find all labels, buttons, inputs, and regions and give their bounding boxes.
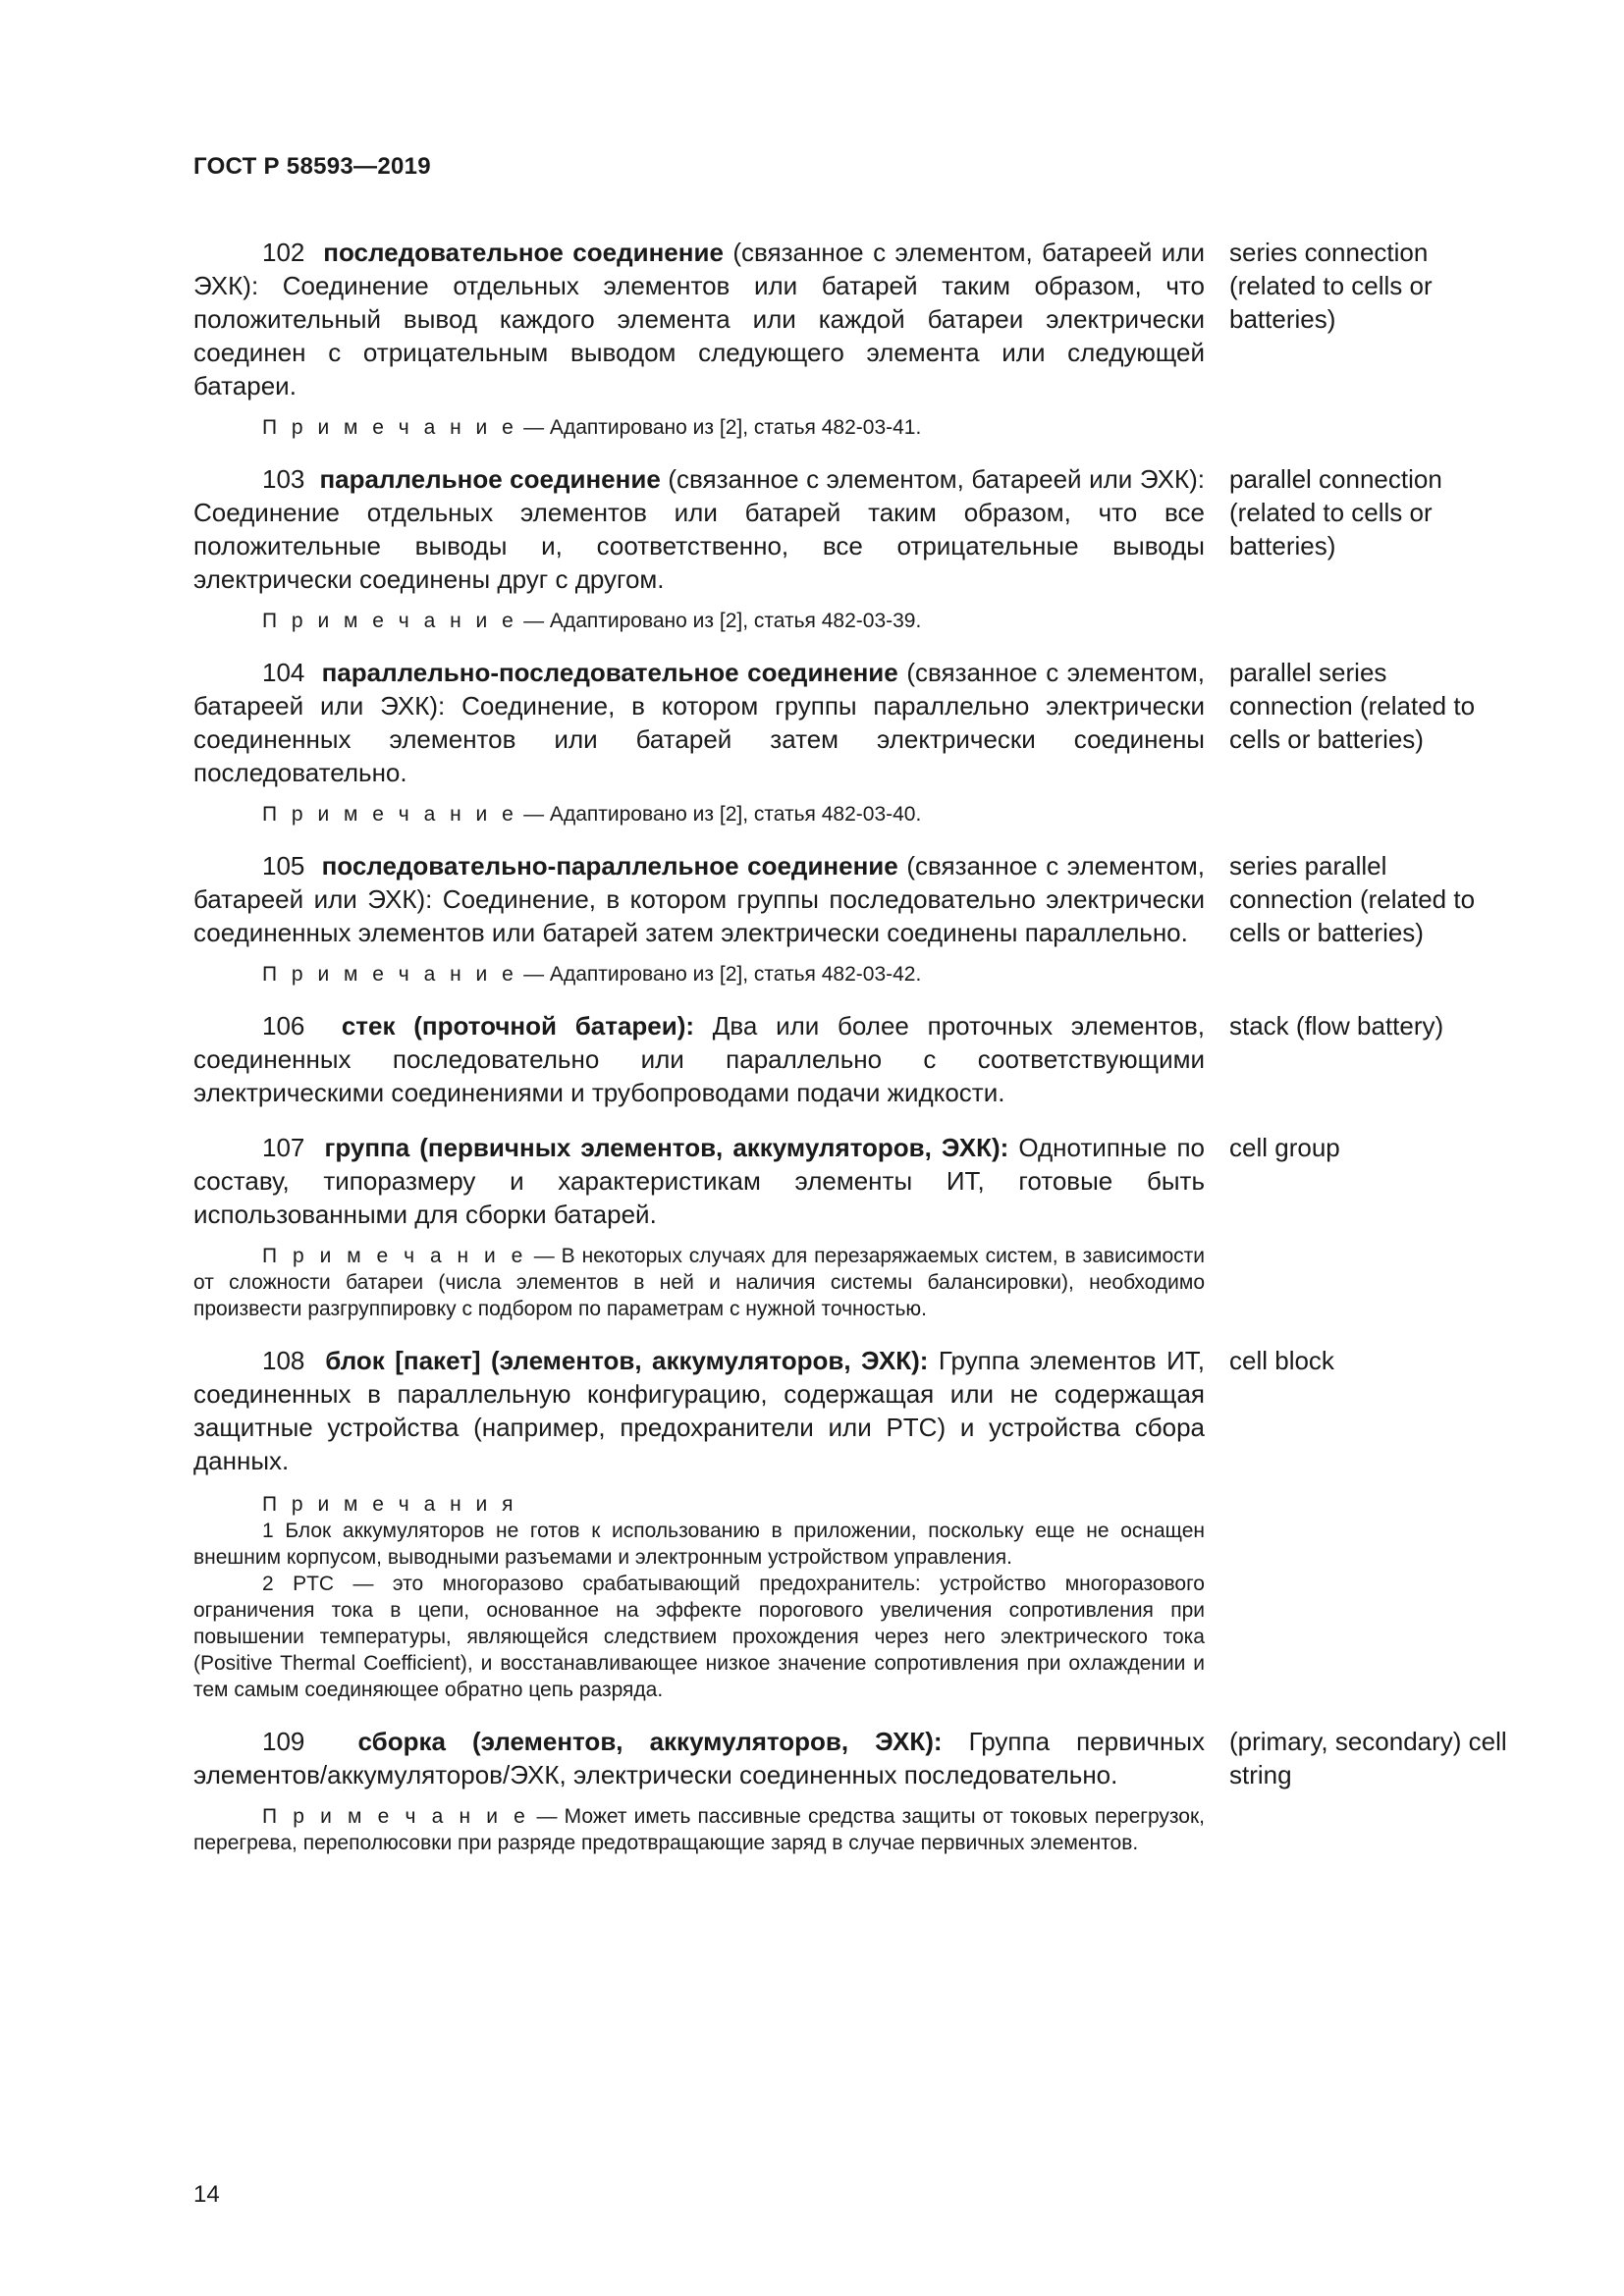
note (193, 1243, 1205, 1322)
term-name: параллельное соединение (319, 464, 661, 494)
term-number: 104 (262, 658, 305, 687)
notes-heading: П р и м е ч а н и я (262, 1493, 517, 1516)
term-definition (193, 656, 1205, 789)
definition-text: Два или более проточных элементов, соединенных последовательно или параллельно с соответствующими электрическими соединениями и трубопроводами подачи жидкости. (193, 1011, 1205, 1107)
term-number: 102 (262, 238, 305, 267)
term-entry-109 (193, 1725, 1509, 1856)
definition-text: (связанное с элементом, батареей или ЭХК): Соединение, в котором группы параллельно электрически соединенных элементов или батарей затем электрически соединены последовательно. (193, 658, 1206, 787)
definition-text: (связанное с элементом, батареей или ЭХК): Соединение, в котором группы последовательно электрически соединенных элементов или батарей затем электрически соединены параллельно. (193, 851, 1206, 947)
definition-text: Однотипные по составу, типоразмеру и характеристикам элементы ИТ, готовые быть использованными для сборки батарей. (193, 1133, 1205, 1229)
english-equivalent: parallel connection (related to cells or batteries) (1229, 464, 1442, 561)
term-name: последовательно-параллельное соединение (321, 851, 898, 881)
note-item: 2 PTC — это многоразово срабатывающий предохранитель: устройство многоразового ограничения тока в цепи, основанное на эффекте порогового увеличения сопротивления при повышении температуры, являющейся следствием прохождения через него электрического тока (Positive Thermal Coefficient), и восстанавливающее низкое значение сопротивления при охлаждении и тем самым соединяющее обратно цепь разряда. (193, 1573, 1205, 1701)
note-text: — Может иметь пассивные средства защиты от токовых перегрузок, перегрева, переполюсовки при разряде предотвращающие заряд в случае первичных элементов. (193, 1805, 1205, 1854)
english-equivalent: stack (flow battery) (1229, 1011, 1444, 1041)
term-number: 107 (262, 1133, 305, 1162)
term-entry-104 (193, 656, 1509, 828)
term-name: параллельно-последовательное соединение (321, 658, 898, 687)
term-name: группа (первичных элементов, аккумуляторов, ЭХК): (324, 1133, 1009, 1162)
term-definition (193, 1725, 1205, 1791)
term-number: 109 (262, 1727, 305, 1756)
term-entry-108 (193, 1344, 1509, 1703)
term-name: последовательное соединение (323, 238, 724, 267)
term-entry-105 (193, 849, 1509, 988)
english-equivalent: series parallel connection (related to cells or batteries) (1229, 851, 1476, 947)
term-definition (193, 849, 1205, 949)
note (193, 1803, 1205, 1856)
term-name: стек (проточной батареи): (341, 1011, 695, 1041)
term-definition (193, 1344, 1205, 1477)
note-label: П р и м е ч а н и е (262, 1805, 530, 1828)
term-number: 105 (262, 851, 305, 881)
english-equivalent: (primary, secondary) cell string (1229, 1727, 1507, 1789)
english-equivalent: parallel series connection (related to cells or batteries) (1229, 658, 1476, 754)
definition-text: (связанное с элементом, батареей или ЭХК): Соединение отдельных элементов или батарей таким образом, что все положительные выводы и, соответственно, все отрицательные выводы электрически соединены друг с другом. (193, 464, 1205, 594)
note (193, 801, 1205, 828)
term-entry-106 (193, 1009, 1509, 1109)
note-label: П р и м е ч а н и е (262, 963, 518, 986)
term-entry-102 (193, 236, 1509, 441)
note-label: П р и м е ч а н и е (262, 1245, 527, 1267)
note-label: П р и м е ч а н и е (262, 416, 518, 439)
document-id: ГОСТ Р 58593—2019 (193, 153, 431, 180)
term-number: 103 (262, 464, 305, 494)
note-label: П р и м е ч а н и е (262, 803, 518, 826)
note-label: П р и м е ч а н и е (262, 610, 518, 632)
english-equivalent: cell block (1229, 1346, 1334, 1375)
note-item: 1 Блок аккумуляторов не готов к использованию в приложении, поскольку еще не оснащен внешним корпусом, выводными разъемами и электронным устройством управления. (193, 1520, 1205, 1569)
term-name: блок [пакет] (элементов, аккумуляторов, ЭХК): (325, 1346, 929, 1375)
definition-text: Группа элементов ИТ, соединенных в параллельную конфигурацию, содержащая или не содержащая защитные устройства (например, предохранители или PTC) и устройства сбора данных. (193, 1346, 1205, 1475)
page-number: 14 (193, 2181, 220, 2208)
definition-text: Группа первичных элементов/аккумуляторов/ЭХК, электрически соединенных последовательно. (193, 1727, 1206, 1789)
english-equivalent: series connection (related to cells or batteries) (1229, 238, 1433, 334)
note (193, 608, 1205, 634)
term-number: 106 (262, 1011, 305, 1041)
term-definition (193, 1131, 1205, 1231)
term-name: сборка (элементов, аккумуляторов, ЭХК): (357, 1727, 943, 1756)
term-entry-103 (193, 462, 1509, 634)
terms-list (193, 236, 1509, 1878)
term-entry-107 (193, 1131, 1509, 1322)
term-number: 108 (262, 1346, 305, 1375)
note-text: — Адаптировано из [2], статья 482-03-42. (517, 963, 922, 986)
term-definition (193, 236, 1205, 402)
note-text: — Адаптировано из [2], статья 482-03-41. (517, 416, 922, 439)
english-equivalent: cell group (1229, 1133, 1340, 1162)
note (193, 961, 1205, 988)
note-text: — Адаптировано из [2], статья 482-03-40. (517, 803, 922, 826)
note-text: — В некоторых случаях для перезаряжаемых систем, в зависимости от сложности батареи (числа элементов в ней и наличия системы балансировки), необходимо произвести разгруппировку с подбором по параметрам с нужной точностью. (193, 1245, 1205, 1320)
term-definition (193, 462, 1205, 596)
definition-text: (связанное с элементом, батареей или ЭХК): Соединение отдельных элементов или батарей таким образом, что положительный вывод каждого элемента или каждой батареи электрически соединен с отрицательным выводом следующего элемента или следующей батареи. (193, 238, 1206, 400)
term-definition (193, 1009, 1205, 1109)
note-text: — Адаптировано из [2], статья 482-03-39. (517, 610, 922, 632)
note (193, 414, 1205, 441)
